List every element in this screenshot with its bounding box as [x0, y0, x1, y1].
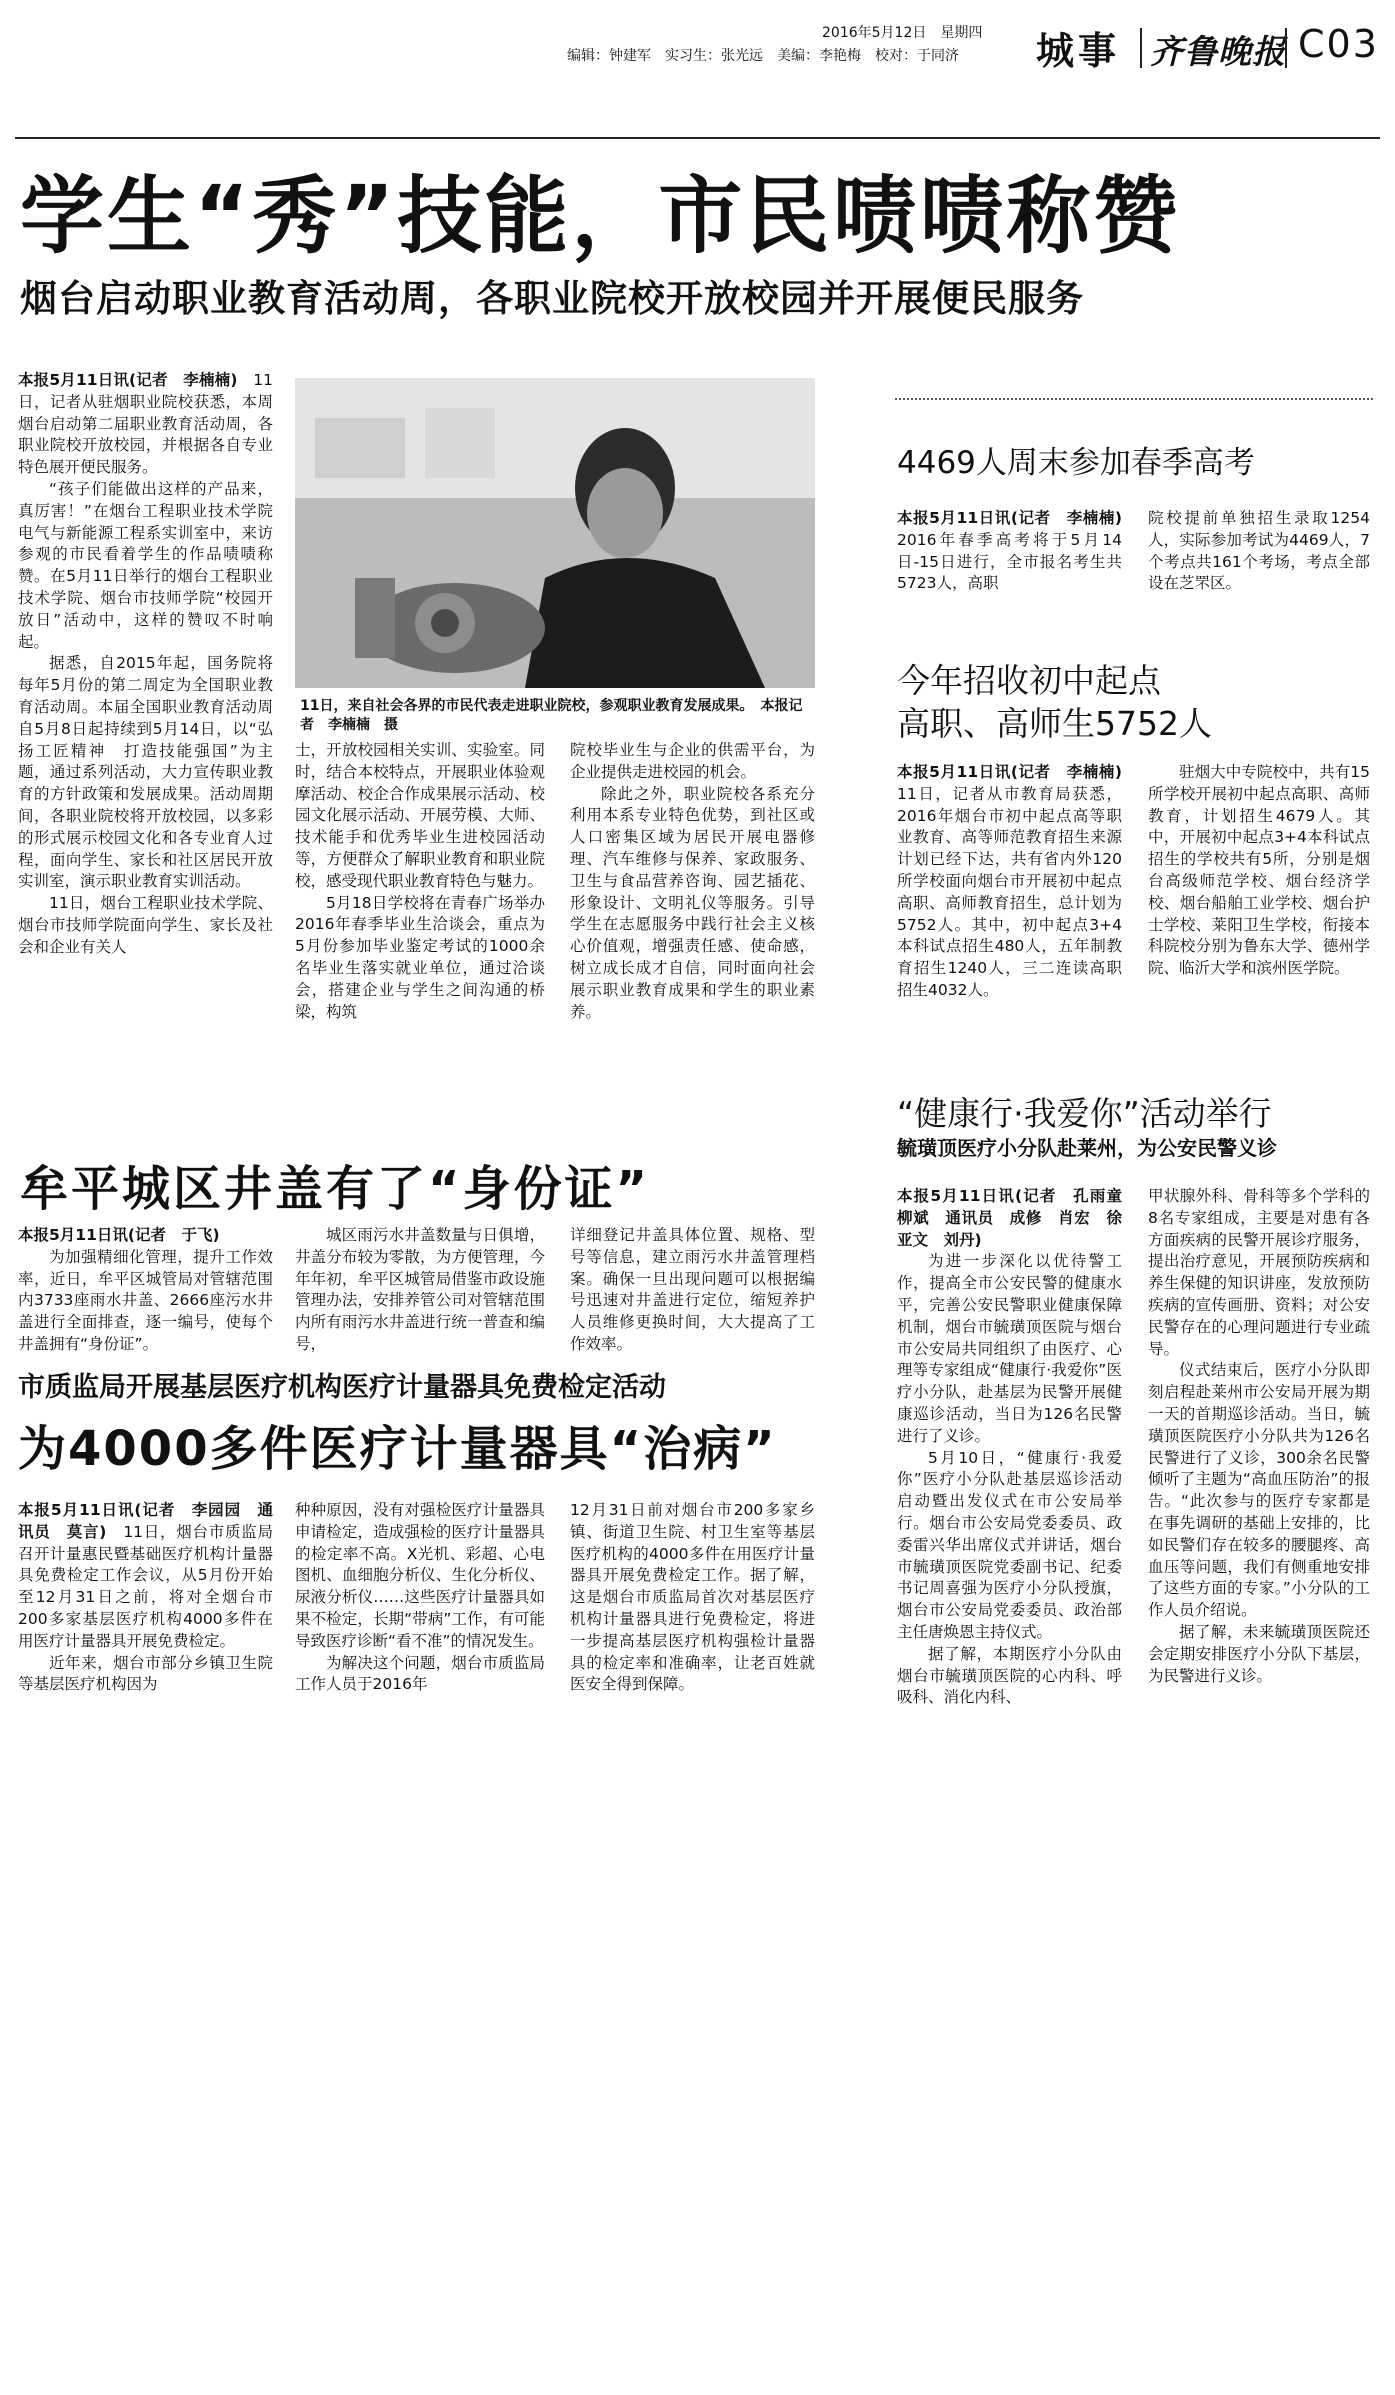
gaokao-column-1 [897, 508, 1122, 595]
lead-paragraph-5: 士，开放校园相关实训、实验室。同时，结合本校特点，开展职业体验观摩活动、校企合作成果展示活动、校园文化展示活动、开展劳模、大师、技术能手和优秀毕业生进校园活动等，方便群众了解职业教育和职业院校，感受现代职业教育特色与魅力。 [295, 741, 545, 890]
paper-logo: 齐鲁晚报 [1150, 32, 1286, 71]
police-column-1 [897, 1186, 1138, 1709]
medical-column-2 [295, 1500, 545, 1696]
police-paragraph-1: 为进一步深化以优待警工作，提高全市公安民警的健康水平，完善公安民警职业健康保障机制，烟台市毓璜顶医院与烟台市公安局共同组织了由医疗、心理等专家组成“健康行·我爱你”医疗小分队，赴基层为民警开展健康巡诊活动，当日为126名民警进行了义诊。 [897, 1252, 1122, 1445]
section-name: 城事 [1036, 29, 1121, 73]
lead-headline: 学生“秀”技能，市民啧啧称赞 [20, 167, 1181, 265]
manhole-column-3 [570, 1225, 815, 1356]
police-headline: “健康行·我爱你”活动举行 [897, 1094, 1272, 1133]
enroll-paragraph-2: 驻烟大中专院校中，共有15所学校开展初中起点高职、高师教育，计划招生4679人。其中，开展初中起点3+4本科试点招生的学校共有5所，分别是烟台高级师范学校、烟台经济学校、烟台船舶工业学校、烟台护士学校、莱阳卫生学校，衔接本科院校分别为鲁东大学、德州学院、临沂大学和滨州医学院。 [1148, 763, 1370, 978]
gaokao-column-2 [1148, 508, 1370, 595]
medical-paragraph-3: 种种原因，没有对强检医疗计量器具申请检定，造成强检的医疗计量器具的检定率不高。X光机、彩超、心电图机、血细胞分析仪、生化分析仪、尿液分析仪……这些医疗计量器具如果不检定，长期“带病”工作，有可能导致医疗诊断“看不准”的情况发生。 [295, 1501, 545, 1650]
header-divider-2 [1285, 28, 1287, 68]
lead-paragraph-1: 11日，记者从驻烟职业院校获悉，本周烟台启动第二届职业教育活动周，各职业院校开放校园，并根据各自专业特色展开便民服务。 [18, 371, 273, 477]
manhole-paragraph-3: 详细登记井盖具体位置、规格、型号等信息，建立雨污水井盖管理档案。确保一旦出现问题可以根据编号迅速对井盖进行定位，缩短养护人员维修更换时间，大大提高了工作效率。 [570, 1226, 815, 1353]
lead-byline: 本报5月11日讯(记者 李楠楠) [18, 371, 238, 389]
gaokao-byline: 本报5月11日讯(记者 李楠楠) [897, 509, 1122, 527]
medical-paragraph-1: 11日，烟台市质监局召开计量惠民暨基础医疗机构计量器具免费检定工作会议，从5月份开始至12月31日之前，将对全烟台市200多家基层医疗机构4000多件在用医疗计量器具开展免费检定。 [18, 1522, 273, 1650]
photo-illustration [295, 378, 815, 688]
enroll-column-1 [897, 762, 1122, 1002]
medical-paragraph-5: 12月31日前对烟台市200多家乡镇、街道卫生院、村卫生室等基层医疗机构的4000多件在用医疗计量器具开展免费检定工作。据了解，这是烟台市质监局首次对基层医疗机构计量器具进行免费检定，将进一步提高基层医疗机构强检计量器具的检定率和准确率，让老百姓就医安全得到保障。 [570, 1501, 815, 1694]
photo-caption: 11日，来自社会各界的市民代表走进职业院校，参观职业教育发展成果。 本报记者 李楠楠 摄 [300, 698, 803, 733]
lead-paragraph-6: 5月18日学校将在青春广场举办2016年春季毕业生洽谈会，重点为5月份参加毕业鉴定考试的1000余名毕业生落实就业单位，通过洽谈会，搭建企业与学生之间沟通的桥梁，构筑 [295, 893, 545, 1021]
police-column-2 [1148, 1186, 1370, 1687]
header-divider [1140, 28, 1142, 68]
police-paragraph-5: 仪式结束后，医疗小分队即刻启程赴莱州市公安局开展为期一天的首期巡诊活动。当日，毓璜顶医院医疗小分队共为126名民警进行了义诊，300余名民警倾听了主题为“高血压防治”的报告。“此次参与的医疗专家都是在事先调研的基础上安排的，比如民警们存在较多的腰腿疼、高血压等问题，我们有侧重地安排了这些方面的专家。”小分队的工作人员介绍说。 [1148, 1361, 1370, 1620]
enroll-byline: 本报5月11日讯(记者 李楠楠) [897, 763, 1122, 781]
enroll-headline-line-1: 今年招收初中起点 [897, 661, 1161, 700]
lead-column-2 [295, 740, 545, 1023]
medical-byline: 本报5月11日讯(记者 李园园 通讯员 莫言) [18, 1501, 273, 1541]
enroll-paragraph-1: 11日，记者从市教育局获悉，2016年烟台市初中起点高等职业教育、高等师范教育招生来源计划已经下达，共有省内外120所学校面向烟台市开展初中起点高职、高师教育招生，总计划为5752人。其中，初中起点3+4本科试点招生480人，五年制教育招生1240人，三二连读高职招生4032人。 [897, 784, 1122, 999]
medical-column-3 [570, 1500, 815, 1696]
header-staff: 编辑：钟建军 实习生：张光远 美编：李艳梅 校对：于同济 [567, 48, 959, 64]
right-top-rule [895, 398, 1373, 400]
lead-column-1 [18, 370, 273, 959]
manhole-byline: 本报5月11日讯(记者 于飞) [18, 1226, 220, 1244]
police-paragraph-4: 甲状腺外科、骨科等多个学科的8名专家组成，主要是对患有各方面疾病的民警开展诊疗服务，提出治疗意见，开展预防疾病和养生保健的知识讲座，发放预防疾病的宣传画册、资料；对公安民警存在的心理问题进行专业疏导。 [1148, 1187, 1370, 1358]
page-number: C03 [1298, 22, 1379, 66]
lead-subheadline: 烟台启动职业教育活动周，各职业院校开放校园并开展便民服务 [20, 277, 1084, 320]
medical-headline: 为4000多件医疗计量器具“治病” [18, 1421, 777, 1477]
lead-paragraph-4: 11日，烟台工程职业技术学院、烟台市技师学院面向学生、家长及社会和企业有关人 [18, 894, 273, 956]
medical-paragraph-4: 为解决这个问题，烟台市质监局工作人员于2016年 [295, 1653, 545, 1694]
police-paragraph-6: 据了解，未来毓璜顶医院还会定期安排医疗小分队下基层，为民警进行义诊。 [1148, 1622, 1370, 1685]
manhole-paragraph-2: 城区雨污水井盖数量与日俱增，井盖分布较为零散，为方便管理，今年年初，牟平区城管局借鉴市政设施管理办法，安排养管公司对管辖范围内所有雨污水井盖进行统一普查和编号， [295, 1226, 545, 1353]
enroll-headline-line-2: 高职、高师生5752人 [897, 704, 1212, 743]
lead-paragraph-2: “孩子们能做出这样的产品来，真厉害！”在烟台工程职业技术学院电气与新能源工程系实训室中，来访参观的市民看着学生的作品啧啧称赞。在5月11日举行的烟台工程职业技术学院、烟台市技师学院“校园开放日”活动中，这样的赞叹不时响起。 [18, 479, 273, 651]
header-rule [15, 137, 1380, 139]
manhole-column-2 [295, 1225, 545, 1356]
enroll-column-2 [1148, 762, 1370, 980]
gaokao-paragraph-1: 2016年春季高考将于5月14日-15日进行，全市报名考生共5723人，高职 [897, 530, 1122, 593]
police-subheadline: 毓璜顶医疗小分队赴莱州，为公安民警义诊 [897, 1136, 1277, 1160]
police-paragraph-3: 据了解，本期医疗小分队由烟台市毓璜顶医院的心内科、呼吸科、消化内科、 [897, 1644, 1122, 1707]
lead-column-3 [570, 740, 815, 1023]
manhole-paragraph-1: 为加强精细化管理，提升工作效率，近日，牟平区城管局对管辖范围内3733座雨水井盖、2666座污水井盖进行全面排查，逐一编号，使每个井盖拥有“身份证”。 [18, 1247, 273, 1353]
medical-column-1 [18, 1500, 273, 1696]
police-byline: 本报5月11日讯(记者 孔雨童 柳斌 通讯员 成修 肖宏 徐亚文 刘丹) [897, 1187, 1138, 1249]
medical-kicker: 市质监局开展基层医疗机构医疗计量器具免费检定活动 [18, 1372, 666, 1403]
lead-paragraph-3: 据悉，自2015年起，国务院将每年5月份的第二周定为全国职业教育活动周。本届全国职业教育活动周自5月8日起持续到5月14日，以“弘扬工匠精神 打造技能强国”为主题，通过系列活动，大力宣传职业教育的方针政策和发展成果。活动周期间，各职业院校将开放校园，以多彩的形式展示校园文化和各专业育人过程，面向学生、家长和社区居民开放实训室，演示职业教育实训活动。 [18, 654, 273, 891]
header-date: 2016年5月12日 星期四 [822, 25, 983, 41]
gaokao-paragraph-2: 院校提前单独招生录取1254人，实际参加考试为4469人，7个考点共161个考场，考点全部设在芝罘区。 [1148, 509, 1370, 593]
lead-photo [295, 378, 815, 688]
medical-paragraph-2: 近年来，烟台市部分乡镇卫生院等基层医疗机构因为 [18, 1653, 273, 1694]
manhole-column-1 [18, 1225, 273, 1356]
lead-paragraph-7: 院校毕业生与企业的供需平台，为企业提供走进校园的机会。 [570, 741, 815, 781]
police-paragraph-2: 5月10日，“健康行·我爱你”医疗小分队赴基层巡诊活动启动暨出发仪式在市公安局举行。烟台市公安局党委委员、政委雷兴华出席仪式并讲话，烟台市毓璜顶医院党委副书记、纪委书记周喜强为医疗小分队授旗，烟台市公安局党委委员、政治部主任唐焕恩主持仪式。 [897, 1448, 1122, 1641]
gaokao-headline: 4469人周末参加春季高考 [897, 445, 1255, 481]
lead-paragraph-8: 除此之外，职业院校各系充分利用本系专业特色优势，到社区或人口密集区域为居民开展电器修理、汽车维修与保养、家政服务、卫生与食品营养咨询、园艺插花、形象设计、文明礼仪等服务。引导学生在志愿服务中践行社会主义核心价值观，增强责任感、使命感，树立成长成才自信，同时面向社会展示职业教育成果和学生的职业素养。 [570, 784, 815, 1021]
manhole-headline: 牟平城区井盖有了“身份证” [20, 1161, 651, 1217]
